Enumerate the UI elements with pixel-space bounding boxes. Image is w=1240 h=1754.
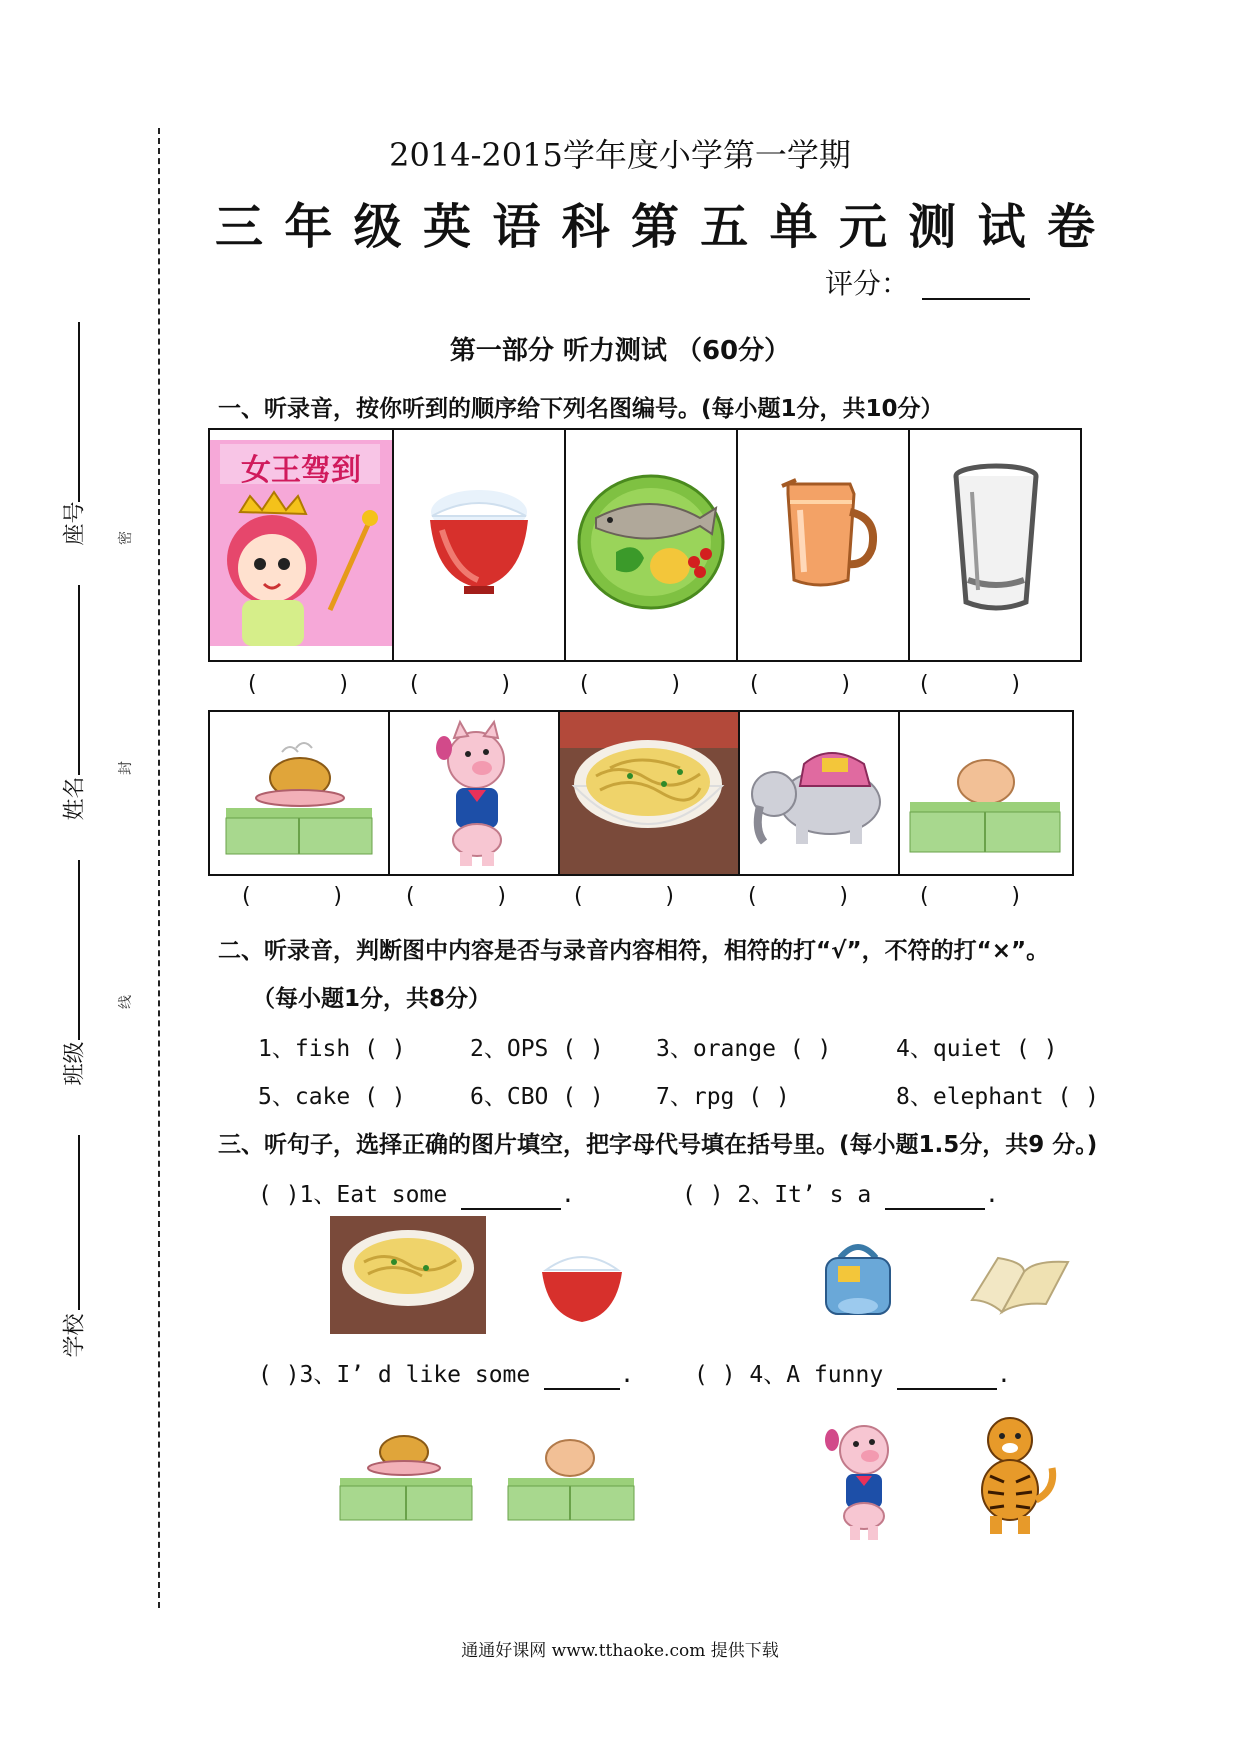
sentence-question-4: ( ) 4、A funny . xyxy=(694,1362,1011,1388)
section1-answer-row1 xyxy=(248,672,1020,697)
score-field[interactable] xyxy=(922,298,1030,300)
section2-heading: 二、听录音，判断图中内容是否与录音内容相符，相符的打“√”，不符的打“×”。 xyxy=(218,938,1050,964)
title-char: 语 xyxy=(492,199,541,255)
fill-blank[interactable] xyxy=(897,1362,997,1390)
section3-heading: 三、听句子，选择正确的图片填空，把字母代号填在括号里。(每小题1.5分，共9 分。) xyxy=(218,1132,1098,1158)
school-label: 学校 xyxy=(62,1313,88,1358)
judge-item-5[interactable]: 5、cake ( ) xyxy=(258,1084,406,1110)
option-pig[interactable] xyxy=(800,1410,920,1546)
answer-slot[interactable]: ( ) xyxy=(248,672,348,697)
judge-item-8[interactable]: 8、elephant ( ) xyxy=(896,1084,1100,1110)
class-line xyxy=(78,860,80,1040)
sentence-question-1: ( )1、Eat some . xyxy=(258,1182,575,1208)
exam-title xyxy=(215,188,1095,257)
title-char: 测 xyxy=(908,199,957,255)
fill-blank[interactable] xyxy=(461,1182,561,1210)
answer-slot[interactable]: ( ) xyxy=(750,672,850,697)
name-line xyxy=(78,585,80,775)
title-char: 年 xyxy=(284,199,333,255)
title-char: 卷 xyxy=(1046,199,1095,255)
answer-slot[interactable]: ( ) xyxy=(242,884,342,909)
judge-item-3[interactable]: 3、orange ( ) xyxy=(656,1036,832,1062)
title-char: 第 xyxy=(630,199,679,255)
section1-answer-row2 xyxy=(242,884,1020,909)
section2-row1 xyxy=(258,1030,1057,1063)
image-bread-on-table xyxy=(210,712,390,874)
answer-slot[interactable]: ( ) xyxy=(574,884,674,909)
section1-image-row1 xyxy=(208,428,1082,662)
image-egg-on-table xyxy=(900,712,1070,874)
sentence-question-3: ( )3、I’ d like some . xyxy=(258,1362,634,1388)
section2-row2 xyxy=(258,1078,1099,1111)
title-char: 三 xyxy=(215,199,264,255)
option-egg[interactable] xyxy=(506,1428,636,1524)
image-rice-bowl xyxy=(394,430,566,660)
seal-mark: 密 xyxy=(118,531,134,545)
section1-image-row2 xyxy=(208,710,1074,876)
title-char: 英 xyxy=(422,199,471,255)
judge-item-2[interactable]: 2、OPS ( ) xyxy=(470,1036,604,1062)
answer-slot[interactable]: ( ) xyxy=(920,884,1020,909)
section1-heading: 一、听录音，按你听到的顺序给下列名图编号。(每小题1分，共10分） xyxy=(218,396,944,422)
answer-slot[interactable]: ( ) xyxy=(406,884,506,909)
title-char: 元 xyxy=(838,199,887,255)
judge-item-4[interactable]: 4、quiet ( ) xyxy=(896,1036,1058,1062)
option-book[interactable] xyxy=(968,1248,1072,1316)
school-line xyxy=(78,1135,80,1310)
fill-blank[interactable] xyxy=(885,1182,985,1210)
poster-title: 女王驾到 xyxy=(241,453,361,488)
image-fish-plate xyxy=(566,430,738,660)
image-water-glass xyxy=(910,430,1080,660)
seat-label: 座号 xyxy=(62,501,88,546)
option-noodles[interactable] xyxy=(330,1216,486,1334)
title-char: 试 xyxy=(977,199,1026,255)
part1-title: 第一部分 听力测试 （60分） xyxy=(449,336,791,366)
image-queen-poster xyxy=(210,430,394,660)
name-label: 姓名 xyxy=(62,776,88,821)
section2-heading-points: （每小题1分，共8分） xyxy=(252,986,492,1012)
answer-slot[interactable]: ( ) xyxy=(410,672,510,697)
judge-item-6[interactable]: 6、CBO ( ) xyxy=(470,1084,604,1110)
answer-slot[interactable]: ( ) xyxy=(580,672,680,697)
score-label: 评分： xyxy=(825,267,910,300)
title-char: 科 xyxy=(561,199,610,255)
line-mark: 线 xyxy=(118,995,134,1009)
exam-subtitle: 2014-2015学年度小学第一学期 xyxy=(389,136,851,174)
image-noodle-bowl xyxy=(560,712,740,874)
option-bag[interactable] xyxy=(810,1236,906,1328)
judge-item-1[interactable]: 1、fish ( ) xyxy=(258,1036,406,1062)
class-label: 班级 xyxy=(62,1041,88,1086)
title-char: 五 xyxy=(700,199,749,255)
option-rice[interactable] xyxy=(534,1236,630,1332)
image-pig-cartoon xyxy=(390,712,560,874)
option-bread[interactable] xyxy=(338,1428,474,1524)
title-char: 级 xyxy=(353,199,402,255)
option-tiger[interactable] xyxy=(960,1410,1060,1538)
image-juice-jug xyxy=(738,430,910,660)
judge-item-7[interactable]: 7、rpg ( ) xyxy=(656,1084,790,1110)
image-elephant-toy xyxy=(740,712,900,874)
sentence-question-2: ( ) 2、It’ s a . xyxy=(682,1182,999,1208)
fill-blank[interactable] xyxy=(544,1362,620,1390)
title-char: 单 xyxy=(769,199,818,255)
close-mark: 封 xyxy=(118,761,134,775)
answer-slot[interactable]: ( ) xyxy=(920,672,1020,697)
answer-slot[interactable]: ( ) xyxy=(748,884,848,909)
footer-source: 通通好课网 www.tthaoke.com 提供下载 xyxy=(461,1641,779,1661)
